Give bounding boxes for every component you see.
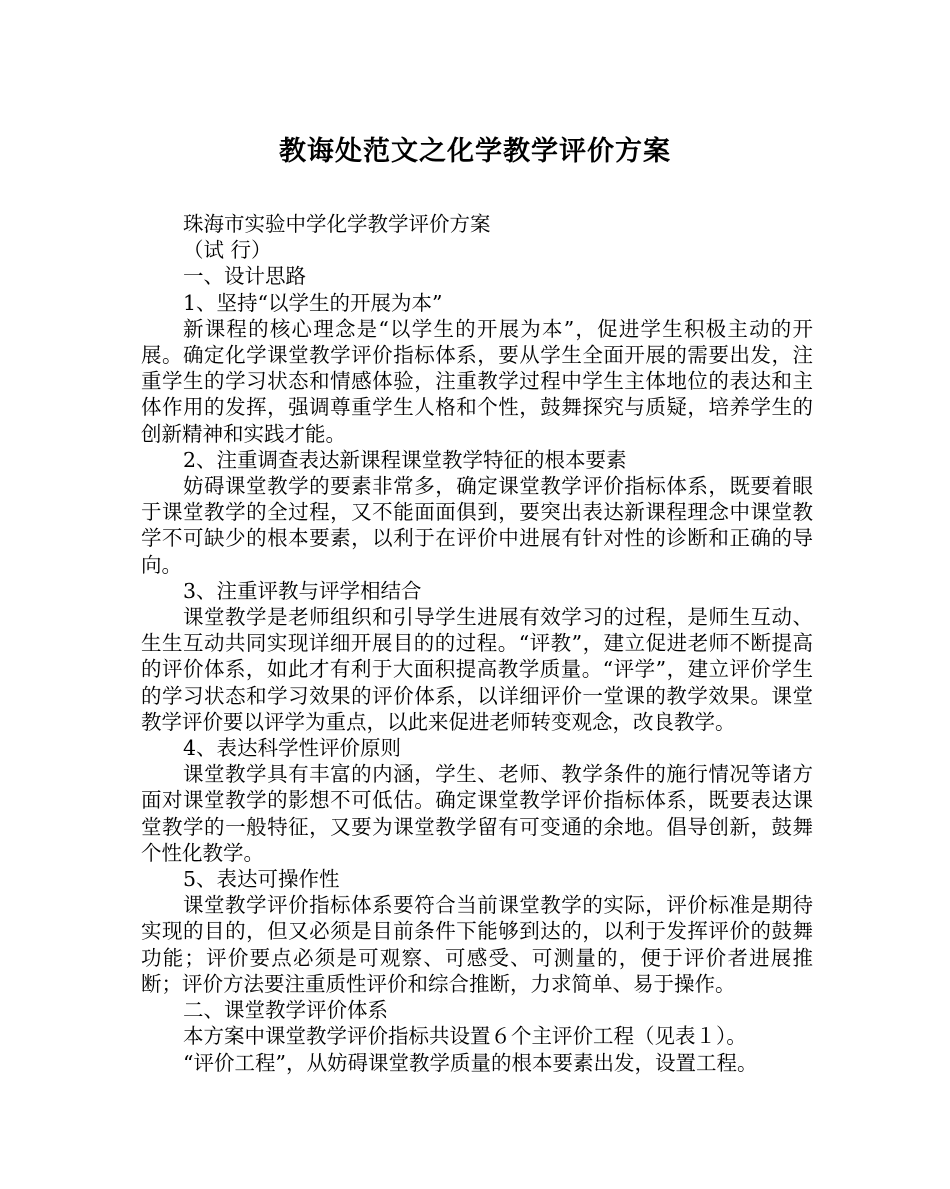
paragraph-point-2: 妨碍课堂教学的要素非常多，确定课堂教学评价指标体系，既要着眼于课堂教学的全过程，又不能面面俱到，要突出表达新课程理念中课堂教学不可缺少的根本要素，以利于在评价中进展有针对性的诊断和正确的导向。 (141, 474, 813, 577)
heading-point-3: 3、注重评教与评学相结合 (183, 578, 422, 603)
paragraph-subtitle: 珠海市实验中学化学教学评价方案 (183, 212, 491, 236)
heading-evaluation-system: 二、课堂教学评价体系 (183, 998, 388, 1023)
document-body (141, 211, 813, 1076)
heading-point-5: 5、表达可操作性 (183, 867, 340, 892)
heading-point-4: 4、表达科学性评价原则 (183, 736, 402, 761)
paragraph-point-1: 新课程的核心理念是“以学生的开展为本”，促进学生积极主动的开展。确定化学课堂教学评价指标体系，要从学生全面开展的需要出发，注重学生的学习状态和情感体验，注重教学过程中学生主体地位的表达和主体作用的发挥，强调尊重学生人格和个性，鼓舞探究与质疑，培养学生的创新精神和实践才能。 (141, 316, 813, 446)
paragraph-evaluation-items: 本方案中课堂教学评价指标共设置６个主评价工程（见表１）。 (183, 1024, 747, 1049)
heading-point-2: 2、注重调查表达新课程课堂教学特征的根本要素 (183, 447, 627, 472)
heading-design-approach: 一、设计思路 (183, 264, 306, 289)
document-title: 教诲处范文之化学教学评价方案 (279, 136, 671, 167)
paragraph-point-4: 课堂教学具有丰富的内涵，学生、老师、教学条件的施行情况等诸方面对课堂教学的影想不可低估。确定课堂教学评价指标体系，既要表达课堂教学的一般特征，又要为课堂教学留有可变通的余地。倡导创新，鼓舞个性化教学。 (141, 762, 813, 865)
paragraph-trial-note: （试 行） (183, 238, 272, 263)
paragraph-evaluation-project: “评价工程”，从妨碍课堂教学质量的根本要素出发，设置工程。 (183, 1050, 758, 1075)
paragraph-point-5: 课堂教学评价指标体系要符合当前课堂教学的实际，评价标准是期待实现的目的，但又必须是目前条件下能够到达的，以利于发挥评价的鼓舞功能；评价要点必须是可观察、可感受、可测量的，便于评价者进展推断；评价方法要注重质性评价和综合推断，力求简单、易于操作。 (141, 893, 813, 996)
paragraph-point-3: 课堂教学是老师组织和引导学生进展有效学习的过程，是师生互动、生生互动共同实现详细开展目的的过程。“评教”，建立促进老师不断提高的评价体系，如此才有利于大面积提高教学质量。“评学”，建立评价学生的学习状态和学习效果的评价体系，以详细评价一堂课的教学效果。课堂教学评价要以评学为重点，以此来促进老师转变观念，改良教学。 (141, 605, 813, 734)
heading-point-1: 1、坚持“以学生的开展为本” (183, 290, 443, 315)
